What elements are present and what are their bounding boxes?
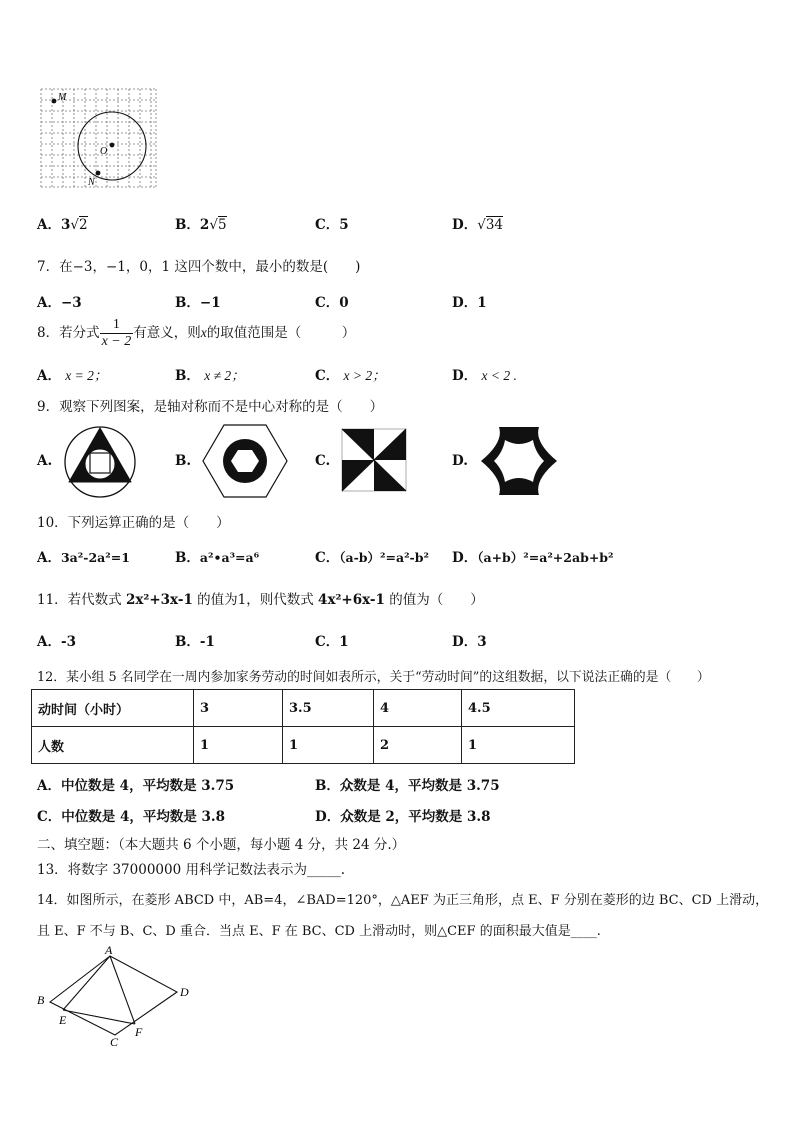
- q9-label-d: D.: [452, 453, 468, 469]
- q12-option-d: D．众数是 2，平均数是 3.8: [315, 809, 491, 825]
- q8-option-a: A． x = 2；: [37, 368, 108, 384]
- q7-stem: 7．在−3，−1，0，1 这四个数中，最小的数是( ): [37, 259, 361, 275]
- table-cell: 4.5: [462, 690, 575, 727]
- q6-option-d: D．√34: [452, 217, 504, 233]
- q9-label-a: A.: [37, 453, 53, 469]
- q8-option-c: C． x > 2；: [315, 368, 386, 384]
- table-cell: 2: [374, 727, 462, 764]
- q6-option-c: C．5: [315, 217, 349, 233]
- label-C: C: [110, 1035, 119, 1048]
- label-D: D: [180, 985, 189, 999]
- q11-option-b: B．-1: [175, 634, 215, 650]
- q9-figure-a: [60, 424, 140, 500]
- q10-stem: 10．下列运算正确的是（ ）: [37, 515, 230, 531]
- q11-option-c: C．1: [315, 634, 349, 650]
- label-O: O: [100, 146, 108, 157]
- table-cell: 1: [283, 727, 374, 764]
- q12-option-a: A．中位数是 4，平均数是 3.75: [37, 778, 235, 794]
- q11-stem: 11．若代数式 2x²+3x-1 的值为1，则代数式 4x²+6x-1 的值为（ ）: [37, 592, 484, 608]
- label-B: B: [37, 993, 45, 1007]
- table-row: [32, 727, 575, 764]
- table-cell: 4: [374, 690, 462, 727]
- q14-stem-line1: 14．如图所示，在菱形 ABCD 中，AB=4，∠BAD=120°，△AEF 为正三角形，点 E、F 分别在菱形的边 BC、CD 上滑动，: [37, 893, 769, 908]
- table-cell: 人数: [32, 727, 194, 764]
- q12-option-c: C．中位数是 4，平均数是 3.8: [37, 809, 226, 825]
- q14-stem-line2: 且 E、F 不与 B、C、D 重合．当点 E、F 在 BC、CD 上滑动时，则△CEF 的面积最大值是____.: [37, 924, 601, 939]
- table-cell: 1: [194, 727, 283, 764]
- q9-figure-c: [341, 428, 407, 492]
- q9-label-b: B.: [175, 453, 192, 469]
- label-E: E: [59, 1013, 67, 1027]
- q6-option-b: B．2√5: [175, 217, 227, 233]
- q12-table: [31, 689, 575, 764]
- label-N: N: [88, 177, 95, 188]
- label-F: F: [135, 1025, 143, 1039]
- q11-option-d: D．3: [452, 634, 487, 650]
- q9-figure-d: [478, 422, 560, 500]
- q12-option-b: B．众数是 4，平均数是 3.75: [315, 778, 500, 794]
- q9-stem: 9．观察下列图案，是轴对称而不是中心对称的是（ ）: [37, 399, 384, 415]
- q14-rhombus-figure: [30, 942, 200, 1048]
- section-2-heading: 二、填空题：（本大题共 6 个小题，每小题 4 分，共 24 分.）: [37, 837, 406, 853]
- q10-option-b: B．a²•a³=a⁶: [175, 550, 260, 566]
- q8-stem: 8．若分式 $\frac{1}{x - 2}$ 有意义，则x的取值范围是（ ）: [37, 317, 356, 349]
- table-cell: 动时间（小时）: [32, 690, 194, 727]
- q7-option-b: B．−1: [175, 295, 221, 311]
- q8-option-b: B． x ≠ 2；: [175, 368, 245, 384]
- q10-option-a: A．3a²-2a²=1: [37, 550, 130, 566]
- q9-figure-b: [201, 423, 289, 499]
- q13-stem: 13．将数字 37000000 用科学记数法表示为_____.: [37, 862, 346, 878]
- q6-option-a: A．3√2: [37, 217, 88, 233]
- q10-option-d: D．（a+b）²=a²+2ab+b²: [452, 550, 614, 566]
- label-M: M: [58, 92, 67, 103]
- q7-option-c: C．0: [315, 295, 349, 311]
- table-cell: 3.5: [283, 690, 374, 727]
- q11-option-a: A．-3: [37, 634, 76, 650]
- q6-grid-figure: [38, 86, 162, 190]
- q12-stem: 12．某小组 5 名同学在一周内参加家务劳动的时间如表所示，关于“劳动时间”的这组数据，以下说法正确的是（ ）: [37, 670, 710, 685]
- q8-fraction: $\frac{1}{x - 2}$: [101, 317, 132, 349]
- q8-option-d: D． x < 2 .: [452, 368, 517, 384]
- q9-label-c: C.: [315, 453, 331, 469]
- q7-option-d: D．1: [452, 295, 487, 311]
- table-cell: 1: [462, 727, 575, 764]
- q7-option-a: A．−3: [37, 295, 82, 311]
- table-cell: 3: [194, 690, 283, 727]
- table-row: [32, 690, 575, 727]
- label-A: A: [105, 943, 113, 957]
- q10-option-c: C．（a-b）²=a²-b²: [315, 550, 429, 566]
